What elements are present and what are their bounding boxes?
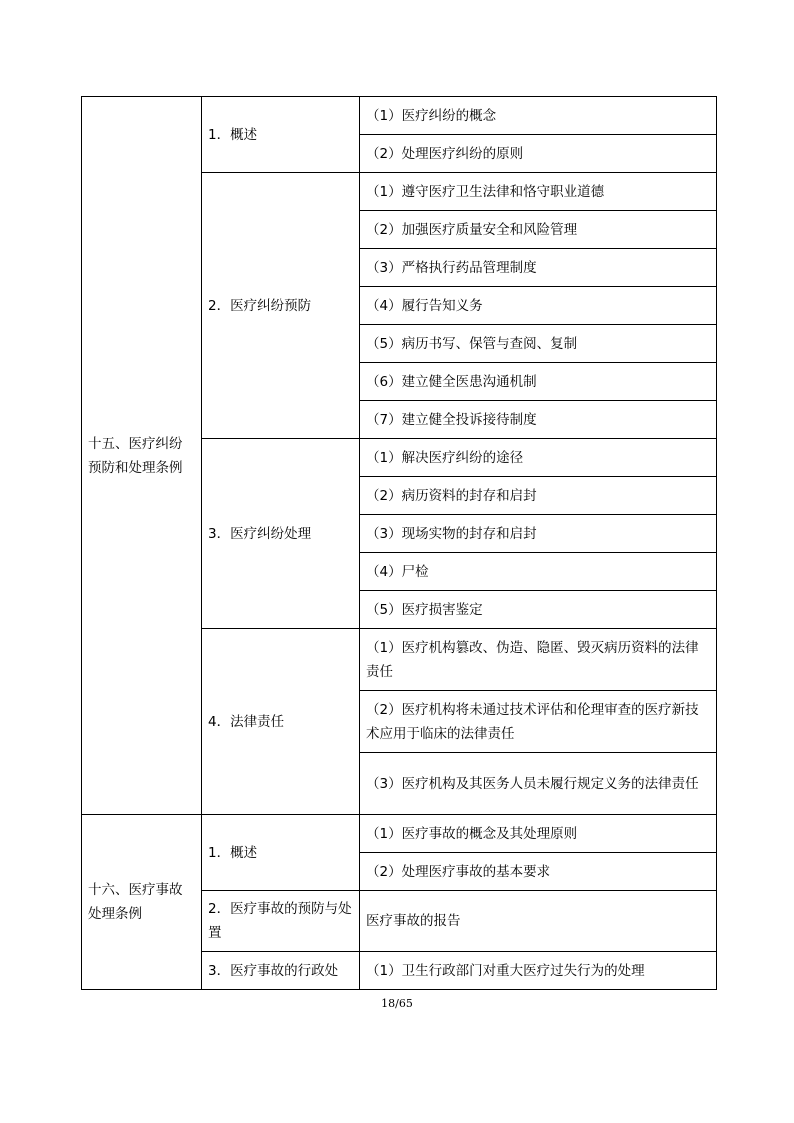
item-label: 2．医疗纠纷预防 xyxy=(202,173,360,439)
point-text: （1）解决医疗纠纷的途径 xyxy=(360,439,717,477)
point-text: （6）建立健全医患沟通机制 xyxy=(360,363,717,401)
point-text: （1）医疗事故的概念及其处理原则 xyxy=(360,815,717,853)
point-text: （4）尸检 xyxy=(360,553,717,591)
point-text: （2）处理医疗事故的基本要求 xyxy=(360,853,717,891)
point-text: （2）医疗机构将未通过技术评估和伦理审查的医疗新技术应用于临床的法律责任 xyxy=(360,691,717,753)
point-text: （1）遵守医疗卫生法律和恪守职业道德 xyxy=(360,173,717,211)
point-text: （5）医疗损害鉴定 xyxy=(360,591,717,629)
point-text: （2）处理医疗纠纷的原则 xyxy=(360,135,717,173)
point-text: （3）严格执行药品管理制度 xyxy=(360,249,717,287)
unit-title-15 xyxy=(82,97,202,815)
item-label: 1．概述 xyxy=(202,815,360,891)
point-text: （7）建立健全投诉接待制度 xyxy=(360,401,717,439)
point-text: （5）病历书写、保管与查阅、复制 xyxy=(360,325,717,363)
table-row xyxy=(82,815,717,853)
unit-title-line: 处理条例 xyxy=(88,906,142,922)
item-label: 3．医疗纠纷处理 xyxy=(202,439,360,629)
page-number: 18/65 xyxy=(381,997,413,1010)
unit-title-16 xyxy=(82,815,202,990)
unit-title-line: 十六、医疗事故 xyxy=(88,882,183,898)
item-label: 2．医疗事故的预防与处置 xyxy=(202,891,360,952)
point-text: 医疗事故的报告 xyxy=(360,891,717,952)
item-label: 3．医疗事故的行政处 xyxy=(202,952,360,990)
point-text: （1）卫生行政部门对重大医疗过失行为的处理 xyxy=(360,952,717,990)
item-label: 4．法律责任 xyxy=(202,629,360,815)
table-row xyxy=(82,97,717,135)
point-text: （3）医疗机构及其医务人员未履行规定义务的法律责任 xyxy=(360,753,717,815)
point-text: （1）医疗机构篡改、伪造、隐匿、毁灭病历资料的法律责任 xyxy=(360,629,717,691)
unit-title-line: 预防和处理条例 xyxy=(88,459,183,476)
point-text: （3）现场实物的封存和启封 xyxy=(360,515,717,553)
item-label: 1．概述 xyxy=(202,97,360,173)
point-text: （2）病历资料的封存和启封 xyxy=(360,477,717,515)
syllabus-table xyxy=(81,96,717,990)
point-text: （2）加强医疗质量安全和风险管理 xyxy=(360,211,717,249)
point-text: （1）医疗纠纷的概念 xyxy=(360,97,717,135)
point-text: （4）履行告知义务 xyxy=(360,287,717,325)
unit-title-line: 十五、医疗纠纷 xyxy=(88,435,183,452)
